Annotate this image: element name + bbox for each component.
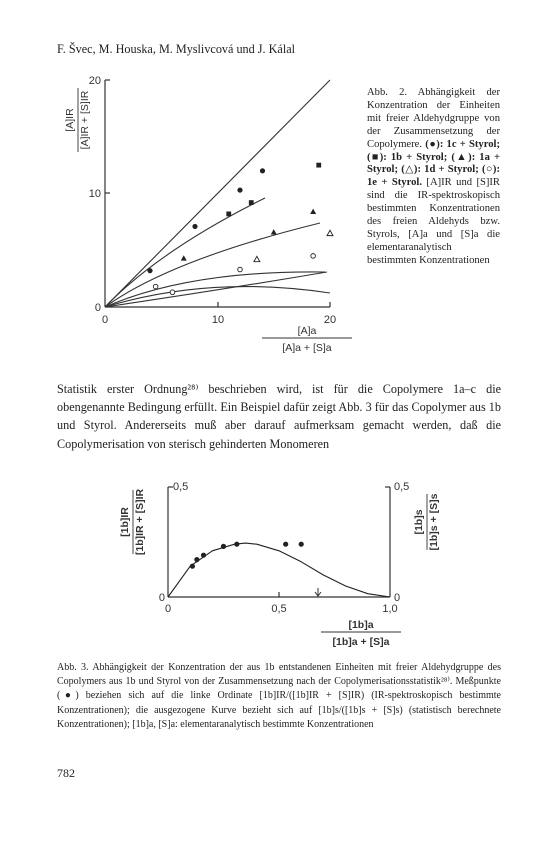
fig2-y-label-numerator: [A]IR — [64, 108, 76, 132]
fig3-y-left-tick-0: 0 — [158, 592, 165, 604]
fig2-point-s2-1 — [249, 200, 254, 205]
fig2-point-s3-1 — [271, 229, 277, 234]
running-header-authors: F. Švec, M. Houska, M. Myslivcová und J. Kálal — [57, 42, 296, 56]
fig2-point-s1-3 — [260, 168, 265, 173]
fig2-point-s2-0 — [226, 212, 231, 217]
fig2-caption-title: Abb. 2. Abhängigkeit der Konzentration der Einheiten mit freier Aldehydgruppe von der Zusammensetzung der Copolymere. — [367, 87, 500, 150]
fig2-point-s1-0 — [147, 268, 152, 273]
fig3-point-5 — [283, 542, 288, 547]
fig2-point-s3-2 — [310, 209, 316, 214]
fig2-x-label-numerator: [A]a — [297, 325, 317, 337]
fig2-y-tick-20: 20 — [88, 75, 101, 87]
figure-2-caption — [367, 87, 500, 268]
fig2-point-s4-0 — [254, 256, 260, 261]
fig3-axes — [119, 481, 440, 648]
body-paragraph: Statistik erster Ordnung²⁸⁾ beschrieben wird, ist für die Copolymere 1a–c die obengenannte Bedingung erfüllt. Ein Beispiel dafür zeigt Abb. 3 für das Copolymer aus 1b und Styrol. Andererseits muß aber darauf aufmerksam gemacht werden, daß die Copolymerisation von sterisch gehinderten Monomeren — [57, 382, 501, 451]
fig2-point-s1-1 — [192, 224, 197, 229]
fig3-data — [168, 542, 390, 597]
fig2-y-tick-0: 0 — [94, 302, 101, 314]
figure-3-chart — [0, 470, 552, 660]
fig2-x-label-denominator: [A]a + [S]a — [282, 342, 332, 354]
fig2-y-label-denominator: [A]IR + [S]IR — [79, 90, 91, 150]
fig2-legend-1a: (▲): 1a + Styrol; — [367, 151, 500, 176]
fig2-x-tick-10: 10 — [211, 314, 225, 326]
fig2-point-s5-3 — [311, 254, 316, 259]
fig2-axes — [64, 75, 352, 354]
fig3-x-tick-05: 0,5 — [271, 603, 287, 615]
fig3-y-right-label-denominator: [1b]s + [S]s — [428, 493, 440, 551]
fig2-point-s1-2 — [237, 187, 242, 192]
fig2-point-s4-1 — [327, 230, 333, 235]
fig3-point-6 — [299, 542, 304, 547]
fig3-y-left-label-numerator: [1b]IR — [119, 507, 131, 537]
fig2-x-tick-0: 0 — [101, 314, 109, 326]
fig3-y-left-tick-05: 0,5 — [173, 481, 189, 493]
figure-3-caption: Abb. 3. Abhängigkeit der Konzentration der aus 1b entstandenen Einheiten mit freier Aldehydgruppe des Copolymers aus 1b und Styrol von der Zusammensetzung nach der Copolymerisationsstatistik²⁸⁾. Meßpunkte (●) beziehen sich auf die linke Ordinate [1b]IR/([1b]IR + [S]IR) (IR-spektroskopisch bestimmte Konzentrationen); die ausgezogene Kurve bezieht sich auf [1b]s/([1b]s + [S]s) (statistisch berechnete Konzentrationen); [1b]a, [S]a: elementaranalytisch bestimmte Konzentrationen — [57, 662, 501, 730]
fig2-diagonal-line — [105, 80, 330, 307]
fig2-point-s3-0 — [181, 255, 187, 260]
fig3-y-left-label-denominator: [1b]IR + [S]IR — [134, 488, 146, 556]
fig2-point-s5-0 — [153, 284, 158, 289]
fig2-legend-1b: (■): 1b + Styrol; — [367, 151, 448, 163]
fig3-y-right-tick-05: 0,5 — [394, 481, 410, 493]
fig3-x-tick-0: 0 — [164, 603, 172, 615]
fig2-point-s2-2 — [316, 163, 321, 168]
fig3-x-tick-10: 1,0 — [382, 603, 398, 615]
fig2-legend-1e: (○): 1e + Styrol. — [367, 164, 500, 189]
fig2-point-s5-2 — [238, 267, 243, 272]
fig3-statistic-curve — [168, 543, 390, 597]
fig2-y-tick-10: 10 — [88, 188, 101, 200]
fig3-x-label-denominator: [1b]a + [S]a — [332, 636, 390, 648]
fig3-y-right-tick-0: 0 — [394, 592, 401, 604]
fig2-caption-description: [A]IR und [S]IR sind die IR-spektroskopisch bestimmten Konzentrationen des freien Aldehyds bzw. Styrols, [A]a und [S]a die elementaranalytisch bestimmten Konzentrationen — [367, 177, 500, 266]
fig3-y-right-label-numerator: [1b]s — [413, 509, 425, 535]
fig2-legend-1c: (●): 1c + Styrol; — [425, 138, 500, 150]
fig3-x-label-numerator: [1b]a — [348, 619, 374, 631]
fig2-point-s5-1 — [170, 290, 175, 295]
fig2-legend-1d: (△): 1d + Styrol; — [401, 164, 479, 176]
page-number: 782 — [57, 766, 75, 780]
fig2-x-tick-20: 20 — [323, 314, 337, 326]
fig2-fit-lines — [105, 80, 330, 307]
